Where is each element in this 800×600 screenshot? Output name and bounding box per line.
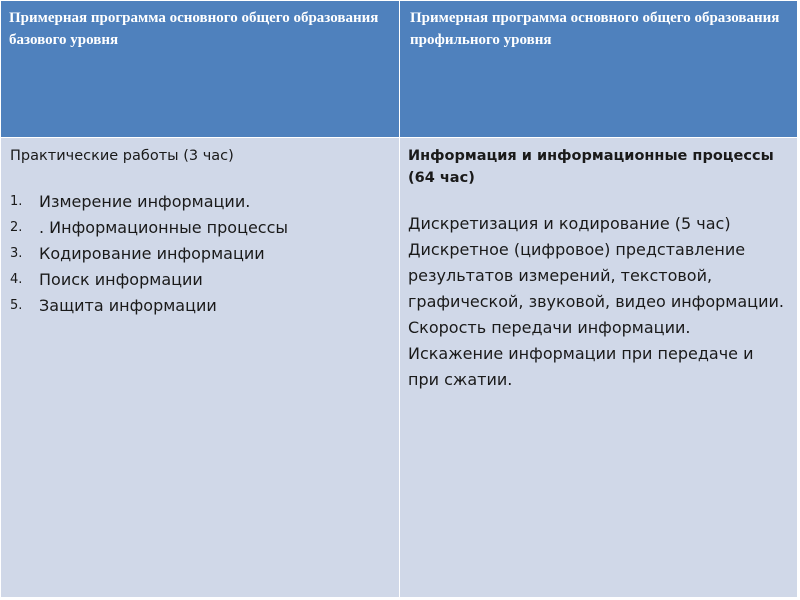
list-item <box>10 293 391 319</box>
header-basic-level-text: Примерная программа основного общего образования базового уровня <box>9 10 379 48</box>
list-item-number: 3. <box>10 246 23 261</box>
header-profile-level-text: Примерная программа основного общего образования профильного уровня <box>410 10 780 48</box>
list-item <box>10 267 391 293</box>
information-processes-description: Дискретизация и кодирование (5 час) Дискретное (цифровое) представление результатов измерений, текстовой, графической, звуковой, видео информации. Скорость передачи информации. Искажение информации при передаче и при сжатии. <box>408 214 784 389</box>
body-cell-basic-level <box>1 138 400 598</box>
list-item <box>10 215 391 241</box>
list-item-number: 5. <box>10 298 23 313</box>
list-item-text: Защита информации <box>39 296 217 315</box>
list-item <box>10 241 391 267</box>
information-processes-title: Информация и информационные процессы (64 час) <box>408 148 774 186</box>
list-item <box>10 189 391 215</box>
practical-works-list <box>10 189 391 319</box>
practical-works-title: Практические работы (3 час) <box>10 148 234 164</box>
header-cell-basic-level <box>1 1 400 138</box>
list-item-number: 4. <box>10 272 23 287</box>
header-cell-profile-level <box>400 1 798 138</box>
list-item-number: 1. <box>10 194 23 209</box>
list-item-text: Кодирование информации <box>39 244 265 263</box>
table-body-row <box>1 138 798 598</box>
list-item-text: Измерение информации. <box>39 192 251 211</box>
list-item-text: Поиск информации <box>39 270 203 289</box>
list-item-text: . Информационные процессы <box>39 218 289 237</box>
list-item-number: 2. <box>10 220 23 235</box>
body-cell-profile-level <box>400 138 798 598</box>
table-header-row <box>1 1 798 138</box>
